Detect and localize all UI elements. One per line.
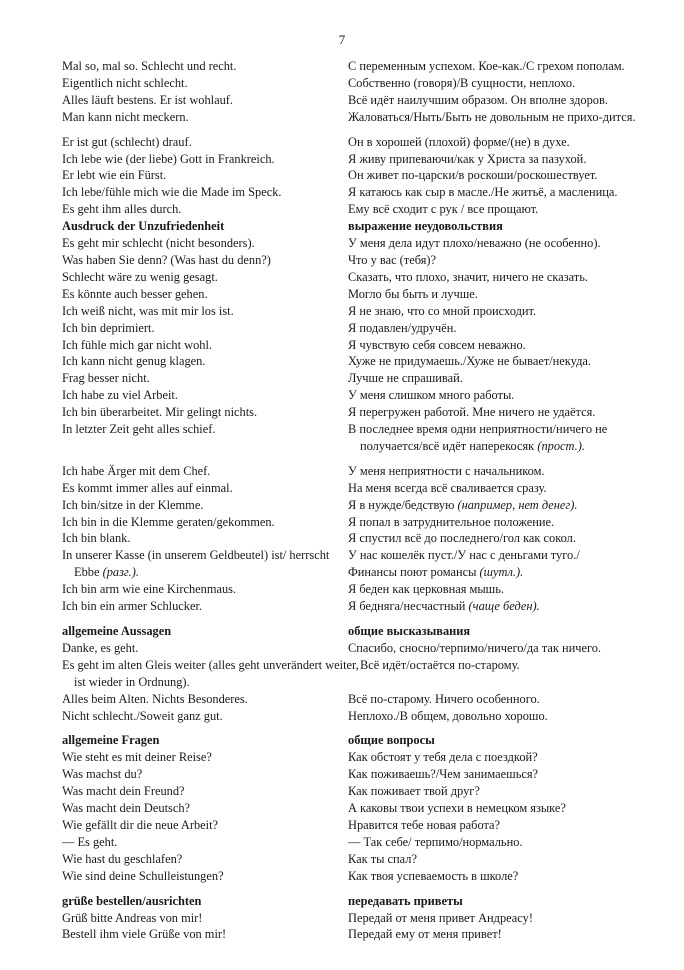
phrase-ru: Лучше не спрашивай.: [348, 371, 463, 386]
phrase-row: [62, 235, 642, 252]
phrase-ru: У меня дела идут плохо/неважно (не особенно).: [348, 236, 601, 251]
phrase-de: Es kommt immer alles auf einmal.: [62, 480, 233, 495]
section-heading: [62, 623, 642, 640]
phrase-de: Was macht dein Freund?: [62, 784, 185, 799]
phrase-ru: [348, 497, 642, 514]
phrase-ru: [348, 598, 642, 615]
usage-note: (например, нет денег).: [457, 497, 578, 512]
phrase-de: Grüß bitte Andreas von mir!: [62, 910, 203, 925]
phrase-ru: Всё по-старому. Ничего особенного.: [348, 691, 540, 706]
phrase-row: [62, 58, 642, 75]
section-heading: [62, 732, 642, 749]
phrase-ru: Как твоя успеваемость в школе?: [348, 868, 519, 883]
phrase-de: Ich bin blank.: [62, 531, 131, 546]
phrase-ru: Что у вас (тебя)?: [348, 252, 437, 267]
phrase-de: Wie sind deine Schulleistungen?: [62, 868, 224, 883]
phrase-row: [62, 134, 642, 151]
phrase-row: [62, 868, 642, 885]
phrase-row: [62, 370, 642, 387]
phrase-row: [62, 387, 642, 404]
section-heading-de: allgemeine Fragen: [62, 733, 160, 748]
phrase-de: Ich bin ein armer Schlucker.: [62, 599, 203, 614]
phrase-ru: Как поживаешь?/Чем занимаешься?: [348, 767, 539, 782]
phrase-row: [62, 252, 642, 269]
phrase-row: [62, 691, 642, 708]
phrase-de: Ich bin in die Klemme geraten/gekommen.: [62, 514, 275, 529]
phrase-de: Es geht mir schlecht (nicht besonders).: [62, 236, 255, 251]
phrase-de: Ich lebe wie (der liebe) Gott in Frankreich.: [62, 151, 275, 166]
phrase-row: [62, 926, 642, 943]
phrase-ru: У меня слишком много работы.: [348, 388, 515, 403]
phrase-de: Bestell ihm viele Grüße von mir!: [62, 927, 227, 942]
phrase-de: Wie gefällt dir die neue Arbeit?: [62, 817, 219, 832]
phrase-de: Was haben Sie denn? (Was hast du denn?): [62, 252, 271, 267]
phrase-ru: Как ты спал?: [348, 851, 417, 866]
phrase-row: [62, 783, 642, 800]
section-heading-ru: общие высказывания: [348, 624, 471, 638]
phrase-row: [62, 404, 642, 421]
section-general-questions: [62, 732, 642, 884]
phrase-de: Nicht schlecht./Soweit ganz gut.: [62, 708, 223, 723]
phrase-de: Ich habe zu viel Arbeit.: [62, 388, 178, 403]
phrase-ru: Всё идёт наилучшим образом. Он вполне здоров.: [348, 92, 608, 107]
section-heading-ru: передавать приветы: [348, 893, 463, 908]
group-general-state: [62, 58, 642, 218]
phrase-de: Ich bin/sitze in der Klemme.: [62, 497, 204, 512]
phrase-row: [62, 817, 642, 834]
phrase-row: [62, 337, 642, 354]
phrase-de: Es könnte auch besser gehen.: [62, 286, 208, 301]
phrase-row: [62, 269, 642, 286]
section-heading: [62, 893, 642, 910]
phrase-de: Ich fühle mich gar nicht wohl.: [62, 337, 213, 352]
phrase-de: Es geht im alten Gleis weiter (alles geht unverändert weiter, ist wieder in Ordnung).: [62, 657, 359, 689]
phrase-ru-text: Я бедняга/несчастный: [348, 599, 466, 614]
phrase-ru: У меня неприятности с начальником.: [348, 463, 545, 478]
phrase-de: Man kann nicht meckern.: [62, 109, 189, 124]
phrase-ru-text: Финансы поют романсы: [348, 565, 477, 580]
phrase-row: [62, 581, 642, 598]
page-number: 7: [338, 32, 346, 47]
phrase-row: [62, 480, 642, 497]
phrase-row: [62, 547, 642, 581]
phrase-ru: Он в хорошей (плохой) форме/(не) в духе.: [348, 134, 570, 149]
phrase-ru-line: [348, 564, 642, 581]
phrase-de-line: [62, 564, 348, 581]
phrase-ru: На меня всегда всё сваливается сразу.: [348, 480, 547, 495]
phrase-row: [62, 421, 642, 455]
phrase-ru: Я чувствую себя совсем неважно.: [348, 337, 526, 352]
phrase-row: [62, 708, 642, 725]
phrase-de: Ich kann nicht genug klagen.: [62, 354, 206, 369]
phrase-de: Wie steht es mit deiner Reise?: [62, 750, 212, 765]
phrase-ru: Я катаюсь как сыр в масле./Не житьё, а масленица.: [348, 185, 618, 200]
phrase-ru: Нравится тебе новая работа?: [348, 817, 501, 832]
phrase-ru: Передай ему от меня привет!: [348, 927, 502, 942]
section-heading-de: Ausdruck der Unzufriedenheit: [62, 219, 225, 234]
phrase-row: [62, 910, 642, 927]
phrase-ru: Спасибо, сносно/терпимо/ничего/да так ничего.: [348, 640, 602, 655]
phrase-ru: — Так себе/ терпимо/нормально.: [348, 834, 523, 849]
phrase-de-text: Ebbe: [74, 565, 100, 580]
phrase-de: In letzter Zeit geht alles schief.: [62, 422, 216, 437]
phrase-ru: Я беден как церковная мышь.: [348, 582, 504, 597]
phrase-de: Frag besser nicht.: [62, 371, 150, 386]
usage-note: (чаще беден).: [468, 599, 540, 614]
usage-note: (разг.).: [102, 565, 139, 580]
section-general-statements: [62, 623, 642, 724]
phrase-ru: Как поживает твой друг?: [348, 784, 480, 799]
phrase-ru: Сказать, что плохо, значит, ничего не сказать.: [348, 269, 588, 284]
phrase-ru: Я перегружен работой. Мне ничего не удаётся.: [348, 405, 596, 420]
phrase-ru: [348, 547, 642, 581]
phrase-de: Alles läuft bestens. Er ist wohlauf.: [62, 92, 234, 107]
phrase-ru: Передай от меня привет Андреасу!: [348, 910, 533, 925]
phrase-row: [62, 109, 642, 126]
phrase-row: [62, 75, 642, 92]
phrase-ru: Он живет по-царски/в роскоши/роскошествует.: [348, 168, 598, 183]
phrase-row: [62, 167, 642, 184]
phrase-ru: [348, 421, 654, 455]
phrase-de: Was macht dein Deutsch?: [62, 801, 191, 816]
phrase-ru: Я подавлен/удручён.: [348, 320, 457, 335]
phrase-de: — Es geht.: [62, 834, 118, 849]
phrase-ru: Неплохо./В общем, довольно хорошо.: [348, 708, 548, 723]
phrase-row: [62, 201, 642, 218]
phrase-row: [62, 749, 642, 766]
phrase-de: Ich weiß nicht, was mit mir los ist.: [62, 303, 234, 318]
phrase-row: [62, 514, 642, 531]
phrase-ru: Жаловаться/Ныть/Быть не довольным не прихо-дится.: [348, 109, 636, 124]
phrase-ru-text: В последнее время одни неприятности/ничего не получается/всё идёт наперекосяк: [348, 422, 608, 453]
phrase-row: [62, 303, 642, 320]
phrase-row: [62, 530, 642, 547]
phrase-ru: А каковы твои успехи в немецком языке?: [348, 801, 566, 816]
phrase-de: [62, 547, 348, 581]
phrase-ru: Могло бы быть и лучше.: [348, 286, 478, 301]
phrase-row: [62, 851, 642, 868]
phrase-de: Eigentlich nicht schlecht.: [62, 75, 188, 90]
usage-note: (прост.).: [537, 438, 585, 453]
section-heading-de: grüße bestellen/ausrichten: [62, 893, 202, 908]
phrase-row: [62, 598, 642, 615]
phrase-ru: Я спустил всё до последнего/гол как сокол.: [348, 531, 576, 546]
phrase-ru: Как обстоят у тебя дела с поездкой?: [348, 750, 538, 765]
phrase-ru-text: Я в нужде/бедствую: [348, 497, 455, 512]
phrase-ru: Я попал в затруднительное положение.: [348, 514, 555, 529]
phrase-row: [62, 151, 642, 168]
usage-note: (шутл.).: [479, 565, 524, 580]
section-dissatisfaction: [62, 218, 642, 615]
phrase-row: [62, 286, 642, 303]
section-heading-ru: выражение неудовольствия: [348, 219, 503, 234]
phrase-row: [62, 497, 642, 514]
phrase-row: [62, 640, 642, 657]
phrase-de: Ich lebe/fühle mich wie die Made im Speck.: [62, 185, 282, 200]
phrase-ru-line: У нас кошелёк пуст./У нас с деньгами туго./: [348, 548, 580, 563]
phrase-row: [62, 834, 642, 851]
phrase-de: Er ist gut (schlecht) drauf.: [62, 134, 192, 149]
phrase-de: Es geht ihm alles durch.: [62, 202, 182, 217]
phrase-de: Schlecht wäre zu wenig gesagt.: [62, 269, 218, 284]
phrase-ru: Собственно (говоря)/В сущности, неплохо.: [348, 75, 576, 90]
phrase-ru: С переменным успехом. Кое-как./С грехом пополам.: [348, 59, 625, 73]
phrase-de: Wie hast du geschlafen?: [62, 851, 183, 866]
phrase-de: Mal so, mal so. Schlecht und recht.: [62, 59, 237, 73]
section-heading-ru: общие вопросы: [348, 733, 435, 748]
phrase-row: [62, 800, 642, 817]
phrase-row: [62, 184, 642, 201]
phrase-de: Ich bin arm wie eine Kirchenmaus.: [62, 582, 237, 597]
phrase-de: Ich bin überarbeitet. Mir gelingt nichts.: [62, 405, 258, 420]
phrase-ru: Я живу припеваючи/как у Христа за пазухой.: [348, 151, 587, 166]
phrase-row: [62, 766, 642, 783]
phrase-de: Alles beim Alten. Nichts Besonderes.: [62, 691, 248, 706]
phrase-row: [62, 320, 642, 337]
phrase-ru: Ему всё сходит с рук / все прощают.: [348, 202, 539, 217]
phrase-row: [62, 463, 642, 480]
section-heading: [62, 218, 642, 235]
phrase-de-line: In unserer Kasse (in unserem Geldbeutel) ist/ herrscht: [62, 548, 330, 563]
phrase-row: [62, 92, 642, 109]
phrase-de: Er lebt wie ein Fürst.: [62, 168, 167, 183]
phrase-ru: Я не знаю, что со мной происходит.: [348, 303, 537, 318]
phrase-ru: Всё идёт/остаётся по-старому.: [360, 657, 520, 672]
phrasebook-page: [62, 58, 642, 943]
phrase-de: Was machst du?: [62, 767, 143, 782]
phrase-de: Ich habe Ärger mit dem Chef.: [62, 463, 211, 478]
section-greetings: [62, 893, 642, 944]
phrase-row: [62, 353, 642, 370]
phrase-row: [62, 657, 642, 691]
phrase-de: Danke, es geht.: [62, 640, 139, 655]
phrase-ru: Хуже не придумаешь./Хуже не бывает/некуда.: [348, 354, 591, 369]
section-heading-de: allgemeine Aussagen: [62, 624, 172, 638]
phrase-de: Ich bin deprimiert.: [62, 320, 155, 335]
